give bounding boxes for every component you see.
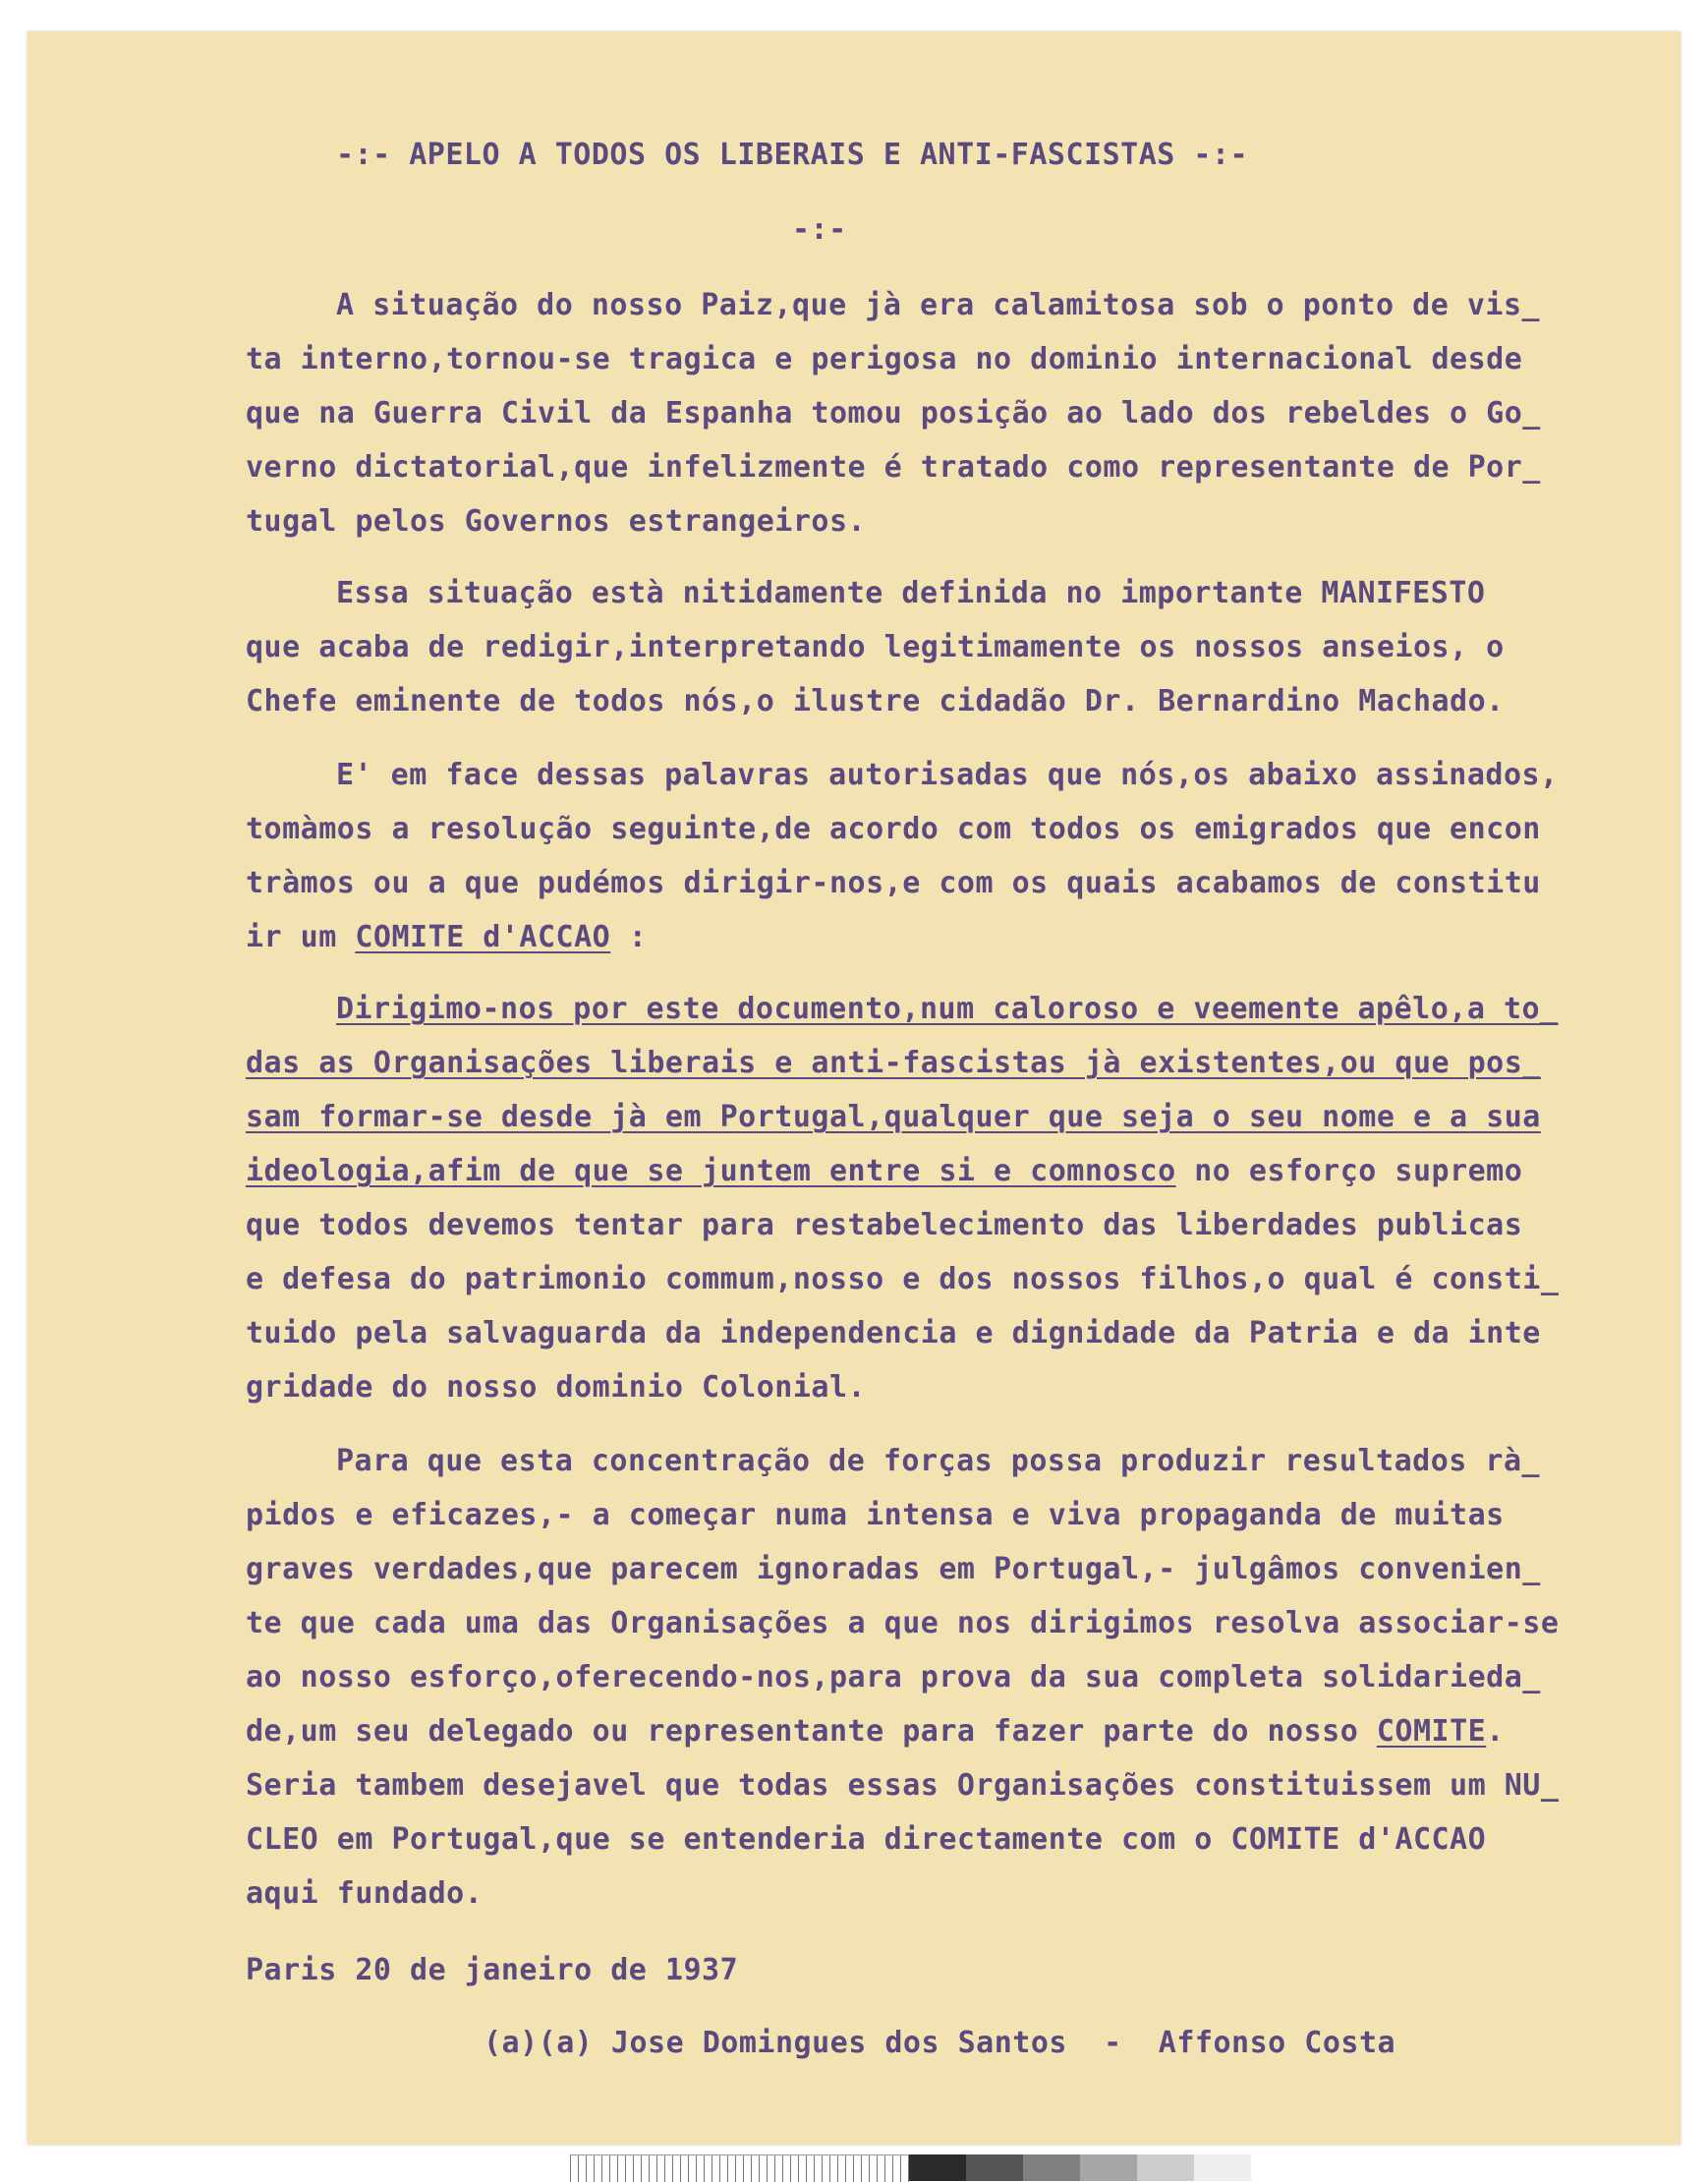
text-line: te que cada uma das Organisações a que nos dirigimos resolva associar-se [246,1606,1560,1640]
text-line: Chefe eminente de todos nós,o ilustre cidadão Dr. Bernardino Machado. [246,684,1505,718]
underlined-line: das as Organisações liberais e anti-fascistas jà existentes,ou que pos_ [246,1046,1541,1080]
underlined-line: sam formar-se desde jà em Portugal,qualquer que seja o seu nome e a sua [246,1100,1541,1134]
text-line: aqui fundado. [246,1876,484,1911]
text-run: : [610,920,648,954]
scan-ruler [570,2154,909,2182]
document-date: Paris 20 de janeiro de 1937 [246,1953,739,1987]
scale-block [909,2154,966,2181]
text-line: tuido pela salvaguarda da independencia e dignidade da Patria e da inte [246,1316,1541,1350]
text-line: tomàmos a resolução seguinte,de acordo com todos os emigrados que encon [246,812,1541,846]
text-line: E' em face dessas palavras autorisadas que nós,os abaixo assinados, [336,758,1559,792]
text-line: e defesa do patrimonio commum,nosso e dos nossos filhos,o qual é consti_ [246,1262,1560,1296]
document-title: -:- APELO A TODOS OS LIBERAIS E ANTI-FASCISTAS -:- [336,138,1249,172]
text-line: que acaba de redigir,interpretando legitimamente os nossos anseios, o [246,630,1505,664]
text-line: tràmos ou a que pudémos dirigir-nos,e com os quais acabamos de constitu [246,866,1541,900]
text-line: que na Guerra Civil da Espanha tomou posição ao lado dos rebeldes o Go_ [246,396,1541,431]
underlined-run: ideologia,afim de que se juntem entre si e comnosco [246,1154,1176,1188]
scale-block [1251,2154,1708,2181]
text-line [246,1155,1522,1188]
text-line: graves verdades,que parecem ignoradas em Portugal,- julgâmos convenien_ [246,1552,1541,1586]
text-line: Seria tambem desejavel que todas essas Organisações constituissem um NU_ [246,1768,1560,1803]
underlined-line: Dirigimo-nos por este documento,num caloroso e veemente apêlo,a to_ [336,992,1559,1026]
text-line: verno dictatorial,que infelizmente é tratado como representante de Por_ [246,450,1541,485]
scale-block [1194,2154,1251,2181]
scale-block [1137,2154,1194,2181]
text-line: Essa situação està nitidamente definida no importante MANIFESTO [336,576,1486,610]
scale-block [1023,2154,1080,2181]
text-line: gridade do nosso dominio Colonial. [246,1370,867,1405]
text-run: . [1486,1714,1505,1749]
text-line: Para que esta concentração de forças possa produzir resultados rà_ [336,1444,1541,1478]
comite-underlined: COMITE [1376,1714,1487,1749]
text-line: pidos e eficazes,- a começar numa intensa e viva propaganda de muitas [246,1498,1505,1532]
title-separator: -:- [792,212,847,247]
text-run: de,um seu delegado ou representante para fazer parte do nosso [246,1714,1377,1749]
text-line: CLEO em Portugal,que se entenderia directamente com o COMITE d'ACCAO [246,1822,1487,1857]
scale-block [1080,2154,1137,2181]
text-run: no esforço supremo [1175,1154,1523,1188]
text-run: ir um [246,920,356,954]
text-line: A situação do nosso Paiz,que jà era calamitosa sob o ponto de vis_ [336,288,1541,322]
comite-accao-underlined: COMITE d'ACCAO [355,920,611,954]
text-line: que todos devemos tentar para restabelecimento das liberdades publicas [246,1208,1523,1242]
text-line [246,1715,1505,1749]
text-line: tugal pelos Governos estrangeiros. [246,504,867,539]
text-line [246,921,647,954]
scale-block [966,2154,1023,2181]
text-line: ta interno,tornou-se tragica e perigosa no dominio internacional desde [246,342,1523,376]
text-line: ao nosso esforço,oferecendo-nos,para prova da sua completa solidarieda_ [246,1660,1541,1694]
signatures: (a)(a) Jose Domingues dos Santos - Affonso Costa [484,2026,1396,2060]
